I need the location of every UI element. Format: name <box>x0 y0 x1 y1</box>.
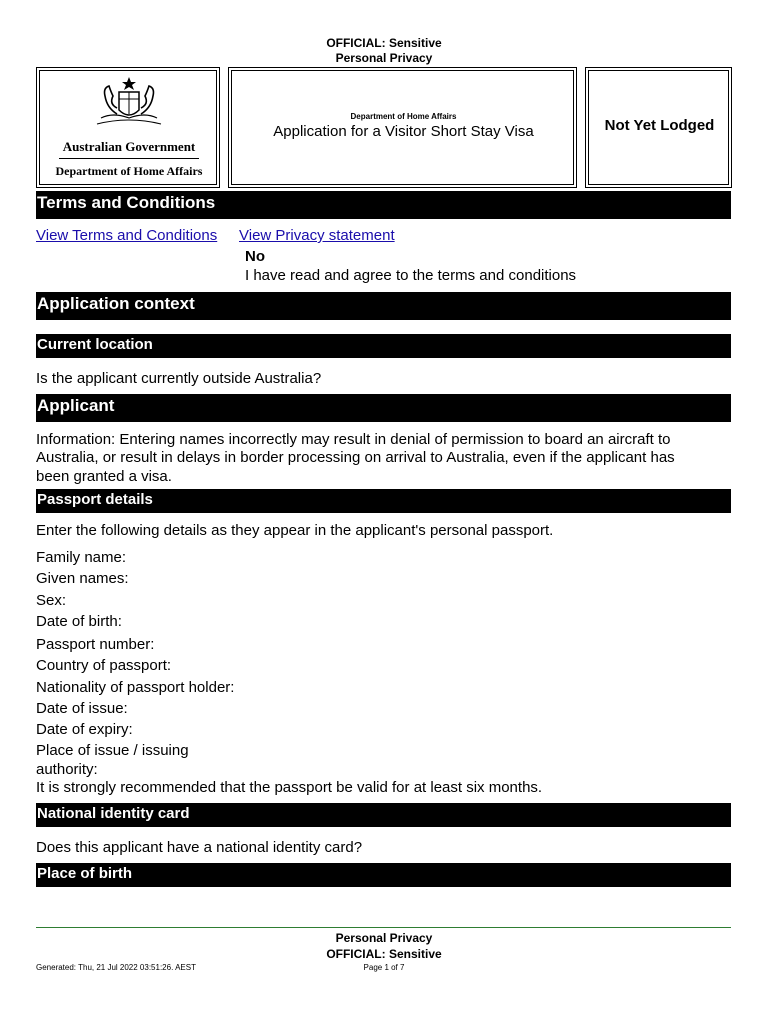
field-nationality: Nationality of passport holder: <box>36 679 235 696</box>
current-location-heading: Current location <box>36 334 731 358</box>
field-place-of-issue-cont: authority: <box>36 761 98 778</box>
field-date-of-birth: Date of birth: <box>36 613 122 630</box>
passport-intro: Enter the following details as they appear in the applicant's personal passport. <box>36 522 554 539</box>
field-country-of-passport: Country of passport: <box>36 657 172 674</box>
field-passport-number: Passport number: <box>36 636 155 653</box>
outside-australia-question: Is the applicant currently outside Australia? <box>36 370 322 387</box>
logo-box <box>36 67 220 188</box>
privacy-bottom: Personal Privacy <box>335 931 433 945</box>
title-box <box>228 67 577 188</box>
field-sex: Sex: <box>36 592 67 609</box>
form-title: Application for a Visitor Short Stay Visa <box>273 123 534 140</box>
coat-of-arms-icon <box>89 74 169 132</box>
identity-card-question: Does this applicant have a national identity card? <box>36 839 363 856</box>
field-place-of-issue: Place of issue / issuing <box>36 742 189 759</box>
logo-government: Australian Government <box>62 139 196 154</box>
field-family-name: Family name: <box>36 549 127 566</box>
terms-answer: No <box>245 248 265 265</box>
place-of-birth-heading: Place of birth <box>36 863 731 887</box>
field-given-names: Given names: <box>36 570 129 587</box>
applicant-info-line3: been granted a visa. <box>36 468 172 485</box>
privacy-top: Personal Privacy <box>335 51 433 65</box>
field-date-of-issue: Date of issue: <box>36 700 128 717</box>
application-context-heading: Application context <box>36 292 731 320</box>
identity-card-heading: National identity card <box>36 803 731 827</box>
view-privacy-link[interactable]: View Privacy statement <box>239 227 395 244</box>
status-badge: Not Yet Lodged <box>604 117 715 134</box>
view-terms-link[interactable]: View Terms and Conditions <box>36 227 218 244</box>
center-department: Department of Home Affairs <box>350 112 457 121</box>
applicant-heading: Applicant <box>36 394 731 422</box>
applicant-info-line1: Information: Entering names incorrectly may result in denial of permission to board an aircraft to <box>36 431 671 448</box>
classification-top: OFFICIAL: Sensitive <box>326 36 442 50</box>
terms-heading: Terms and Conditions <box>36 191 731 219</box>
logo-department: Department of Home Affairs <box>55 164 203 178</box>
generated-timestamp: Generated: Thu, 21 Jul 2022 03:51:26. AEST <box>36 963 196 972</box>
field-date-of-expiry: Date of expiry: <box>36 721 133 738</box>
passport-recommendation: It is strongly recommended that the passport be valid for at least six months. <box>36 779 543 796</box>
terms-statement: I have read and agree to the terms and conditions <box>245 267 577 284</box>
applicant-info-line2: Australia, or result in delays in border processing on arrival to Australia, even if the applicant has <box>36 449 675 466</box>
page-number: Page 1 of 7 <box>363 963 405 972</box>
passport-details-heading: Passport details <box>36 489 731 513</box>
logo-divider <box>59 158 199 159</box>
footer-rule <box>36 927 731 928</box>
classification-bottom: OFFICIAL: Sensitive <box>326 947 442 961</box>
status-box <box>585 67 732 188</box>
